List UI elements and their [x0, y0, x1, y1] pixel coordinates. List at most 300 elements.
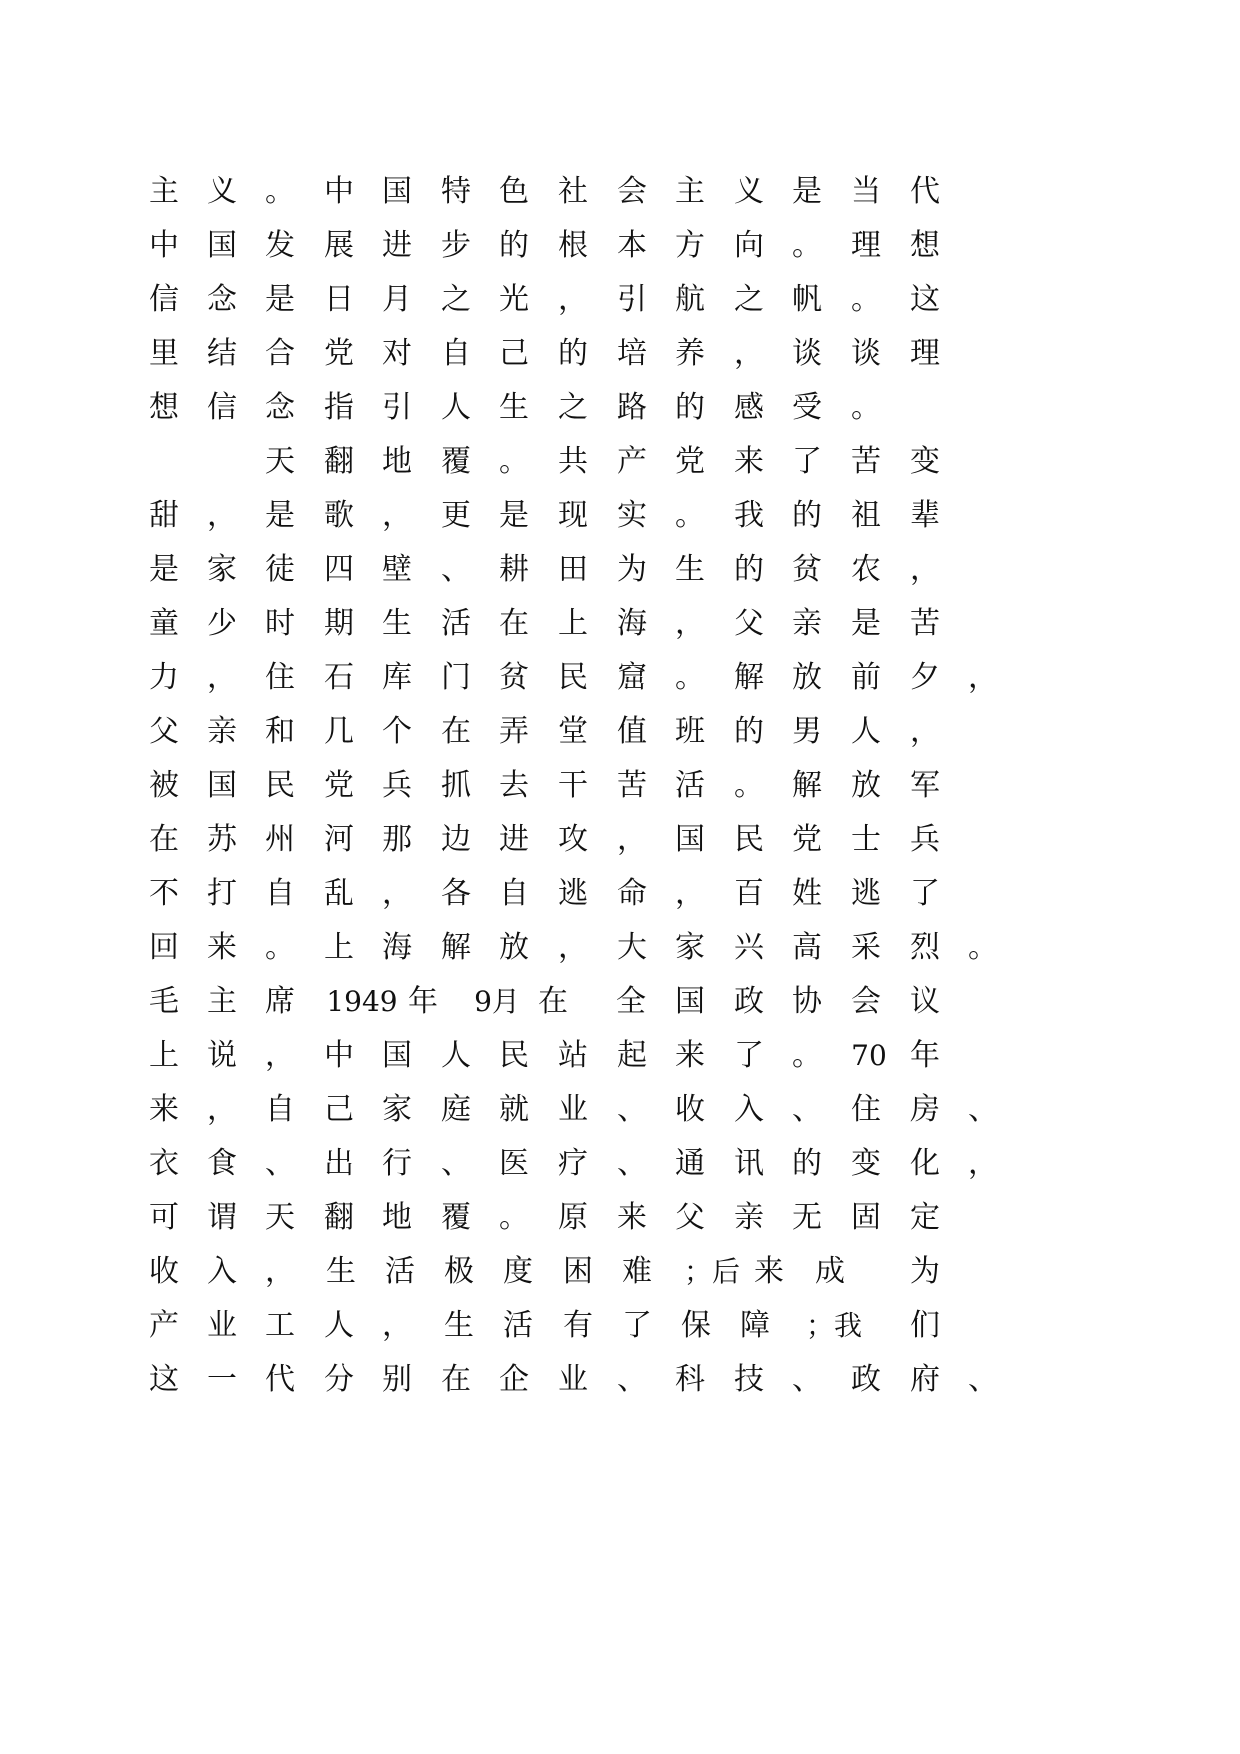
- text-glyph: 代: [265, 1362, 295, 1397]
- text-glyph: 。: [499, 1200, 529, 1235]
- text-glyph: 民: [265, 768, 295, 803]
- text-glyph: ，: [382, 876, 412, 911]
- text-glyph: 了: [622, 1308, 652, 1343]
- text-glyph: 夕: [910, 660, 940, 695]
- text-glyph: 月: [382, 282, 412, 317]
- text-glyph: 年: [910, 1038, 940, 1073]
- text-glyph: 70: [851, 1039, 887, 1072]
- text-glyph: 、: [968, 1362, 998, 1397]
- text-glyph: 贫: [792, 552, 822, 587]
- text-glyph: 理: [851, 228, 881, 263]
- text-glyph: ，: [207, 660, 237, 695]
- text-glyph: 来: [149, 1092, 179, 1127]
- text-glyph: 石: [324, 660, 354, 695]
- text-glyph: 苦: [851, 444, 881, 479]
- text-glyph: 天: [265, 444, 295, 479]
- text-glyph: 无: [792, 1200, 822, 1235]
- text-glyph: 义: [734, 174, 764, 209]
- text-glyph: 自: [499, 876, 529, 911]
- text-glyph: 了: [792, 444, 822, 479]
- text-glyph: 边: [441, 822, 471, 857]
- text-line: [0, 874, 1240, 924]
- text-line: [0, 712, 1240, 762]
- text-glyph: 上: [558, 606, 588, 641]
- text-glyph: 想: [910, 228, 940, 263]
- text-glyph: 之: [441, 282, 471, 317]
- text-glyph: 变: [910, 444, 940, 479]
- text-glyph: 收: [149, 1254, 179, 1289]
- text-glyph: 步: [441, 228, 471, 263]
- text-glyph: 命: [617, 876, 647, 911]
- text-glyph: 业: [207, 1308, 237, 1343]
- text-glyph: 极: [444, 1254, 474, 1289]
- text-glyph: ，: [558, 282, 588, 317]
- text-glyph: 己: [499, 336, 529, 371]
- text-glyph: 方: [675, 228, 705, 263]
- text-glyph: 议: [910, 984, 940, 1019]
- text-glyph: 社: [558, 174, 588, 209]
- text-glyph: 色: [499, 174, 529, 209]
- text-glyph: 四: [324, 552, 354, 587]
- text-glyph: ，: [382, 498, 412, 533]
- text-glyph: 收: [675, 1092, 705, 1127]
- text-glyph: 固: [851, 1200, 881, 1235]
- text-glyph: 党: [675, 444, 705, 479]
- text-glyph: 路: [617, 390, 647, 425]
- text-glyph: 力: [149, 660, 179, 695]
- text-glyph: 业: [558, 1092, 588, 1127]
- text-glyph: 翻: [324, 1200, 354, 1235]
- text-glyph: 苦: [617, 768, 647, 803]
- text-glyph: ，: [558, 930, 588, 965]
- text-glyph: 期: [324, 606, 354, 641]
- text-glyph: 党: [324, 768, 354, 803]
- text-glyph: 海: [382, 930, 412, 965]
- text-glyph: 特: [441, 174, 471, 209]
- text-glyph: 耕: [499, 552, 529, 587]
- text-glyph: 。: [792, 1038, 822, 1073]
- text-glyph: 攻: [558, 822, 588, 857]
- text-glyph: 徒: [265, 552, 295, 587]
- text-glyph: 受: [792, 390, 822, 425]
- text-glyph: 、: [792, 1362, 822, 1397]
- text-glyph: 打: [207, 876, 237, 911]
- text-glyph: 房: [910, 1092, 940, 1127]
- text-glyph: 里: [149, 336, 179, 371]
- text-glyph: 覆: [441, 1200, 471, 1235]
- text-glyph: 人: [851, 714, 881, 749]
- text-glyph: 难: [622, 1254, 652, 1289]
- text-glyph: 实: [617, 498, 647, 533]
- text-line: [0, 820, 1240, 870]
- text-glyph: 为: [617, 552, 647, 587]
- text-glyph: 生: [499, 390, 529, 425]
- text-line: [0, 766, 1240, 816]
- text-glyph: 逃: [851, 876, 881, 911]
- text-glyph: 是: [265, 282, 295, 317]
- text-line: [0, 226, 1240, 276]
- text-glyph: 覆: [441, 444, 471, 479]
- text-glyph: 展: [324, 228, 354, 263]
- text-glyph: 田: [558, 552, 588, 587]
- text-glyph: ，: [910, 714, 940, 749]
- text-glyph: 。: [851, 390, 881, 425]
- text-glyph: 代: [910, 174, 940, 209]
- text-glyph: 解: [734, 660, 764, 695]
- text-glyph: 念: [207, 282, 237, 317]
- text-glyph: 日: [324, 282, 354, 317]
- text-glyph: ；我: [805, 1309, 862, 1342]
- text-glyph: ，: [265, 1038, 295, 1073]
- text-glyph: 之: [558, 390, 588, 425]
- text-glyph: 信: [207, 390, 237, 425]
- text-glyph: 的: [792, 498, 822, 533]
- text-glyph: 解: [792, 768, 822, 803]
- text-glyph: 被: [149, 768, 179, 803]
- text-glyph: 州: [265, 822, 295, 857]
- text-glyph: 来: [207, 930, 237, 965]
- text-line: [0, 442, 1240, 492]
- text-glyph: 分: [324, 1362, 354, 1397]
- text-glyph: 会: [617, 174, 647, 209]
- text-glyph: 生: [382, 606, 412, 641]
- text-glyph: 科: [675, 1362, 705, 1397]
- text-glyph: 农: [851, 552, 881, 587]
- text-glyph: 的: [792, 1146, 822, 1181]
- text-glyph: 是: [851, 606, 881, 641]
- text-glyph: 困: [563, 1254, 593, 1289]
- text-glyph: 歌: [324, 498, 354, 533]
- text-glyph: 企: [499, 1362, 529, 1397]
- text-glyph: 度: [503, 1254, 533, 1289]
- text-glyph: 回: [149, 930, 179, 965]
- text-glyph: 民: [734, 822, 764, 857]
- text-glyph: ，: [968, 1146, 998, 1181]
- text-glyph: 府: [910, 1362, 940, 1397]
- text-glyph: 壁: [382, 552, 412, 587]
- text-glyph: 引: [617, 282, 647, 317]
- text-glyph: 是: [149, 552, 179, 587]
- text-glyph: ，: [207, 498, 237, 533]
- text-glyph: 。: [499, 444, 529, 479]
- text-line: [0, 496, 1240, 546]
- text-glyph: 家: [675, 930, 705, 965]
- text-glyph: 父: [675, 1200, 705, 1235]
- text-glyph: 人: [441, 390, 471, 425]
- text-glyph: 。: [265, 174, 295, 209]
- text-glyph: 男: [792, 714, 822, 749]
- text-glyph: 活: [385, 1254, 415, 1289]
- text-line: [0, 1144, 1240, 1194]
- text-glyph: 自: [265, 876, 295, 911]
- text-glyph: 各: [441, 876, 471, 911]
- text-glyph: 自: [441, 336, 471, 371]
- text-glyph: 想: [149, 390, 179, 425]
- text-glyph: ，: [207, 1092, 237, 1127]
- text-glyph: 起: [617, 1038, 647, 1073]
- text-glyph: 甜: [149, 498, 179, 533]
- text-glyph: 年: [408, 984, 438, 1019]
- text-glyph: 。: [851, 282, 881, 317]
- text-glyph: ，: [910, 552, 940, 587]
- text-glyph: 衣: [149, 1146, 179, 1181]
- text-line: [0, 334, 1240, 384]
- text-glyph: 谈: [851, 336, 881, 371]
- text-line: [0, 604, 1240, 654]
- text-glyph: ，: [382, 1308, 412, 1343]
- text-glyph: ，: [617, 822, 647, 857]
- text-glyph: 自: [265, 1092, 295, 1127]
- text-glyph: 国: [382, 1038, 412, 1073]
- text-glyph: ，: [968, 660, 998, 695]
- text-glyph: 别: [382, 1362, 412, 1397]
- text-glyph: 结: [207, 336, 237, 371]
- text-glyph: 共: [558, 444, 588, 479]
- text-glyph: 不: [149, 876, 179, 911]
- text-glyph: 贫: [499, 660, 529, 695]
- text-glyph: 中: [149, 228, 179, 263]
- text-glyph: 国: [382, 174, 412, 209]
- text-glyph: 我: [734, 498, 764, 533]
- text-glyph: 、: [441, 552, 471, 587]
- text-glyph: 放: [851, 768, 881, 803]
- text-glyph: 入: [207, 1254, 237, 1289]
- text-glyph: 培: [617, 336, 647, 371]
- text-glyph: 保: [681, 1308, 711, 1343]
- text-glyph: 在: [538, 984, 568, 1019]
- text-line: [0, 388, 1240, 438]
- text-glyph: 本: [617, 228, 647, 263]
- text-glyph: 党: [324, 336, 354, 371]
- text-glyph: ，: [675, 606, 705, 641]
- text-glyph: 根: [558, 228, 588, 263]
- text-glyph: 人: [324, 1308, 354, 1343]
- text-glyph: 中: [324, 174, 354, 209]
- text-glyph: 生: [326, 1254, 356, 1289]
- text-glyph: 前: [851, 660, 881, 695]
- text-glyph: 乱: [324, 876, 354, 911]
- text-glyph: 讯: [734, 1146, 764, 1181]
- text-glyph: 的: [499, 228, 529, 263]
- text-glyph: 抓: [441, 768, 471, 803]
- text-glyph: 住: [265, 660, 295, 695]
- text-glyph: 生: [675, 552, 705, 587]
- text-glyph: 这: [910, 282, 940, 317]
- text-glyph: 、: [968, 1092, 998, 1127]
- text-glyph: 为: [910, 1254, 940, 1289]
- text-glyph: 少: [207, 606, 237, 641]
- text-glyph: 念: [265, 390, 295, 425]
- text-glyph: 了: [734, 1038, 764, 1073]
- text-glyph: 进: [499, 822, 529, 857]
- text-glyph: 定: [910, 1200, 940, 1235]
- text-glyph: 干: [558, 768, 588, 803]
- text-glyph: 兵: [382, 768, 412, 803]
- text-glyph: 地: [382, 444, 412, 479]
- text-glyph: 9月: [474, 985, 520, 1018]
- text-glyph: 全: [616, 984, 646, 1019]
- text-glyph: 国: [675, 984, 705, 1019]
- text-glyph: 烈: [910, 930, 940, 965]
- text-glyph: 来: [675, 1038, 705, 1073]
- text-glyph: 活: [441, 606, 471, 641]
- text-line: [0, 1198, 1240, 1248]
- text-glyph: 、: [792, 1092, 822, 1127]
- text-glyph: 亲: [207, 714, 237, 749]
- text-glyph: 产: [149, 1308, 179, 1343]
- text-glyph: 那: [382, 822, 412, 857]
- text-glyph: 家: [207, 552, 237, 587]
- text-line: [0, 658, 1240, 708]
- text-glyph: 河: [324, 822, 354, 857]
- text-glyph: 一: [207, 1362, 237, 1397]
- text-glyph: 逃: [558, 876, 588, 911]
- text-line: [0, 1306, 1240, 1356]
- text-glyph: 发: [265, 228, 295, 263]
- text-glyph: 指: [324, 390, 354, 425]
- text-glyph: 国: [675, 822, 705, 857]
- text-glyph: 国: [207, 228, 237, 263]
- text-glyph: 是: [792, 174, 822, 209]
- text-glyph: 大: [617, 930, 647, 965]
- text-glyph: 人: [441, 1038, 471, 1073]
- text-glyph: 和: [265, 714, 295, 749]
- text-glyph: 采: [851, 930, 881, 965]
- text-glyph: 兴: [734, 930, 764, 965]
- text-glyph: 活: [503, 1308, 533, 1343]
- text-glyph: 放: [499, 930, 529, 965]
- text-glyph: ；后: [683, 1255, 740, 1288]
- text-glyph: 地: [382, 1200, 412, 1235]
- text-glyph: 个: [382, 714, 412, 749]
- text-glyph: 谈: [792, 336, 822, 371]
- text-glyph: 就: [499, 1092, 529, 1127]
- text-glyph: 在: [441, 1362, 471, 1397]
- text-glyph: 这: [149, 1362, 179, 1397]
- text-glyph: 翻: [324, 444, 354, 479]
- text-glyph: 行: [382, 1146, 412, 1181]
- text-glyph: 弄: [499, 714, 529, 749]
- text-glyph: 养: [675, 336, 705, 371]
- text-glyph: 政: [851, 1362, 881, 1397]
- text-glyph: 、: [441, 1146, 471, 1181]
- text-glyph: 的: [734, 552, 764, 587]
- text-glyph: 己: [324, 1092, 354, 1127]
- text-glyph: 童: [149, 606, 179, 641]
- text-line: [0, 172, 1240, 222]
- text-glyph: 。: [265, 930, 295, 965]
- text-glyph: 、: [617, 1146, 647, 1181]
- text-glyph: 中: [324, 1038, 354, 1073]
- text-glyph: 业: [558, 1362, 588, 1397]
- text-glyph: 在: [499, 606, 529, 641]
- text-glyph: 几: [324, 714, 354, 749]
- text-glyph: 席: [265, 984, 295, 1019]
- text-glyph: 通: [675, 1146, 705, 1181]
- text-glyph: 协: [792, 984, 822, 1019]
- text-glyph: 1949: [326, 985, 398, 1018]
- text-glyph: 生: [444, 1308, 474, 1343]
- text-glyph: 值: [617, 714, 647, 749]
- text-glyph: 来: [754, 1254, 784, 1289]
- text-glyph: 政: [734, 984, 764, 1019]
- text-glyph: 家: [382, 1092, 412, 1127]
- text-glyph: 海: [617, 606, 647, 641]
- text-glyph: 苏: [207, 822, 237, 857]
- text-glyph: 的: [734, 714, 764, 749]
- text-glyph: 军: [910, 768, 940, 803]
- text-line: [0, 550, 1240, 600]
- text-glyph: 。: [675, 498, 705, 533]
- text-glyph: 主: [149, 174, 179, 209]
- text-glyph: 变: [851, 1146, 881, 1181]
- text-glyph: 食: [207, 1146, 237, 1181]
- text-glyph: 亲: [734, 1200, 764, 1235]
- text-glyph: 有: [563, 1308, 593, 1343]
- text-line: [0, 1252, 1240, 1302]
- text-glyph: 入: [734, 1092, 764, 1127]
- text-glyph: 解: [441, 930, 471, 965]
- text-glyph: 来: [617, 1200, 647, 1235]
- text-glyph: 兵: [910, 822, 940, 857]
- text-glyph: 门: [441, 660, 471, 695]
- text-glyph: 出: [324, 1146, 354, 1181]
- text-glyph: 父: [149, 714, 179, 749]
- text-glyph: ，: [734, 336, 764, 371]
- text-glyph: 父: [734, 606, 764, 641]
- text-glyph: 疗: [558, 1146, 588, 1181]
- text-glyph: 在: [441, 714, 471, 749]
- text-glyph: 航: [675, 282, 705, 317]
- text-glyph: 时: [265, 606, 295, 641]
- text-glyph: 向: [734, 228, 764, 263]
- text-glyph: 谓: [207, 1200, 237, 1235]
- text-glyph: 主: [675, 174, 705, 209]
- text-glyph: 站: [558, 1038, 588, 1073]
- text-glyph: 在: [149, 822, 179, 857]
- text-line: [0, 280, 1240, 330]
- text-glyph: 上: [149, 1038, 179, 1073]
- text-glyph: 。: [968, 930, 998, 965]
- text-glyph: 对: [382, 336, 412, 371]
- text-glyph: 、: [617, 1362, 647, 1397]
- text-glyph: 原: [558, 1200, 588, 1235]
- text-glyph: 辈: [910, 498, 940, 533]
- text-glyph: 可: [149, 1200, 179, 1235]
- text-glyph: 。: [792, 228, 822, 263]
- text-glyph: 去: [499, 768, 529, 803]
- text-glyph: 感: [734, 390, 764, 425]
- text-glyph: 民: [558, 660, 588, 695]
- text-glyph: 工: [265, 1308, 295, 1343]
- text-glyph: 。: [734, 768, 764, 803]
- text-glyph: ，: [675, 876, 705, 911]
- text-line: [0, 928, 1240, 978]
- text-glyph: 毛: [149, 984, 179, 1019]
- text-glyph: 堂: [558, 714, 588, 749]
- text-glyph: 当: [851, 174, 881, 209]
- text-line: [0, 1090, 1240, 1140]
- text-glyph: 进: [382, 228, 412, 263]
- text-glyph: 民: [499, 1038, 529, 1073]
- text-glyph: 活: [675, 768, 705, 803]
- text-glyph: 是: [265, 498, 295, 533]
- text-glyph: 国: [207, 768, 237, 803]
- text-glyph: 们: [910, 1308, 940, 1343]
- text-glyph: 引: [382, 390, 412, 425]
- text-glyph: 亲: [792, 606, 822, 641]
- text-glyph: 的: [675, 390, 705, 425]
